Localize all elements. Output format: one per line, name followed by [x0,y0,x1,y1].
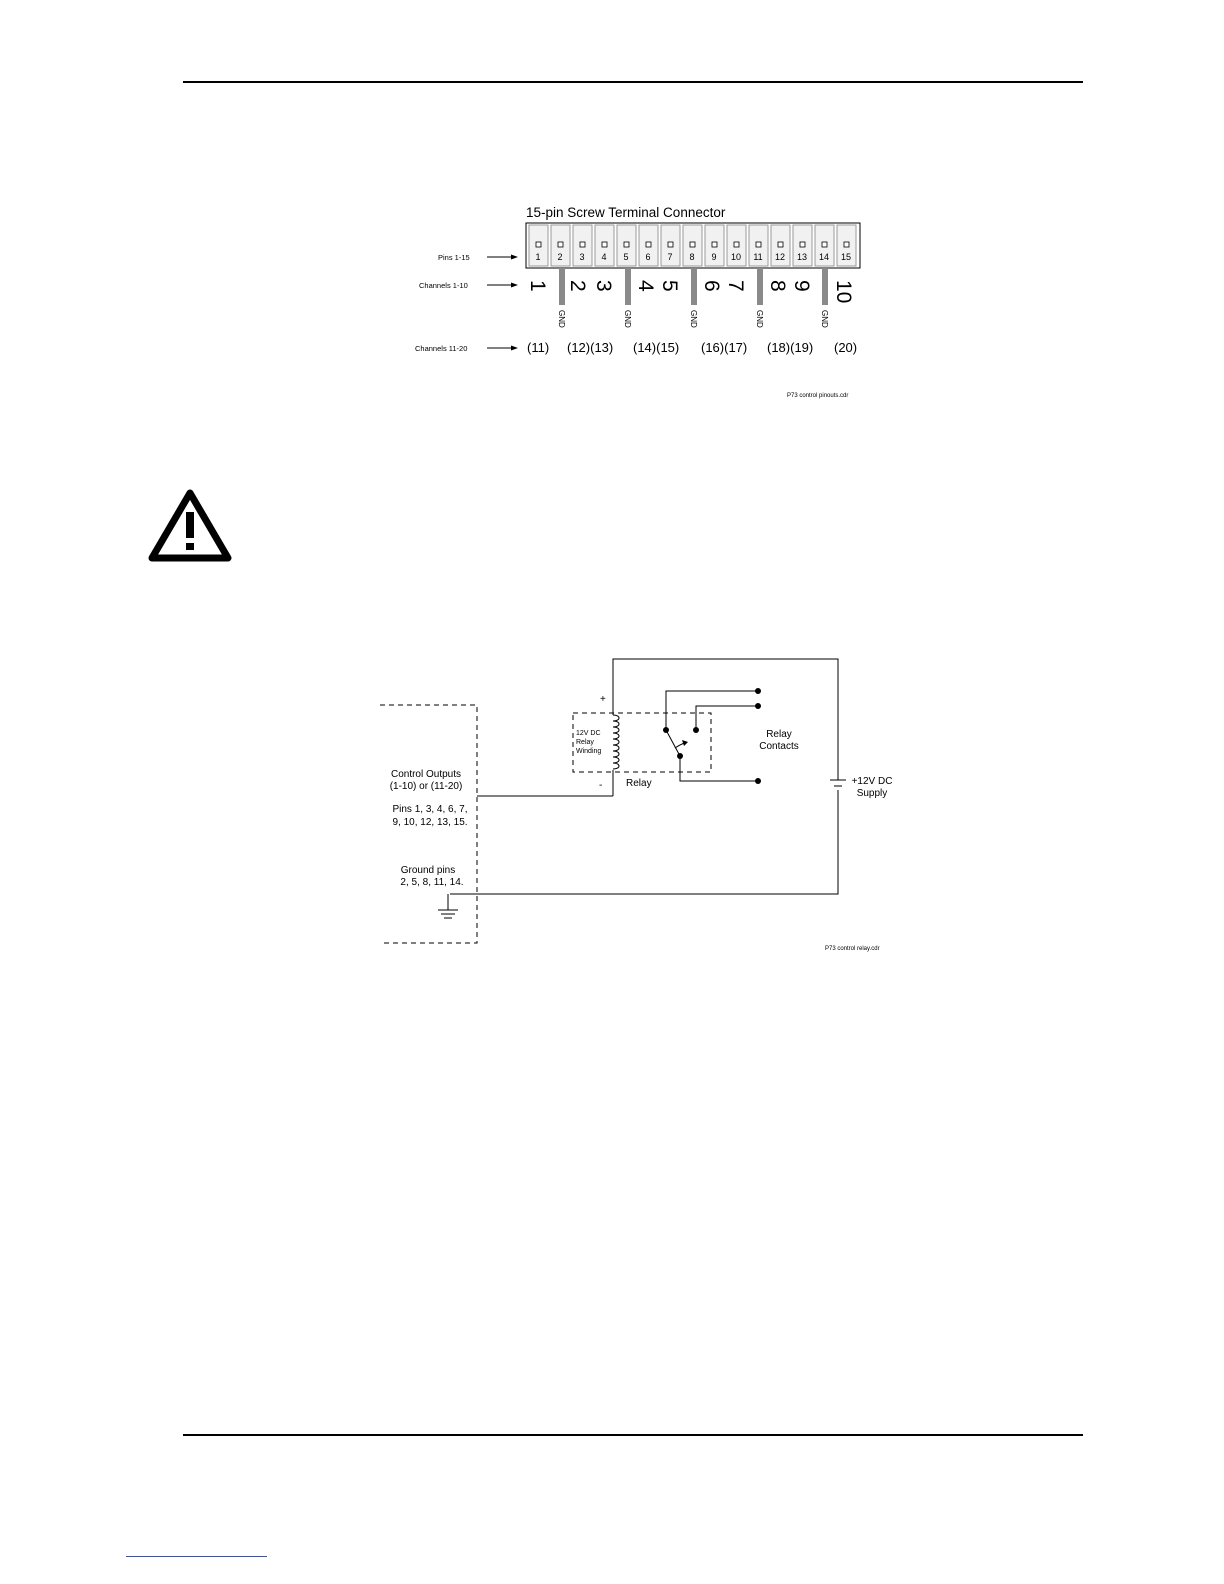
channel-number: 8 [766,280,789,292]
pin-number: 8 [689,252,695,262]
row-arrows [487,255,518,351]
pin-number: 14 [818,252,830,262]
gnd-label: GND [623,310,632,328]
pins-list: Pins 1, 3, 4, 6, 7, [392,804,468,815]
channel-number: 7 [724,280,747,292]
channel-pair: (16)(17) [701,340,748,355]
pin-number: 9 [711,252,717,262]
channel-number: 10 [832,280,855,304]
screw-hole [536,242,541,247]
control-outputs-label: Control Outputs [390,769,462,780]
screw-hole [602,242,607,247]
relay-label: Relay [626,778,652,789]
gnd-label: GND [689,310,698,328]
contacts-label: Relay [766,729,792,740]
screw-hole [580,242,585,247]
channel-pair: (14)(15) [633,340,680,355]
screw-hole [844,242,849,247]
gnd-label: GND [755,310,764,328]
channel-number: 3 [592,280,615,292]
pin-number: 3 [579,252,585,262]
screw-hole [646,242,651,247]
screw-hole [778,242,783,247]
pin-number: 13 [796,252,808,262]
pin-number: 15 [840,252,852,262]
row-label-channels-11-20: Channels 11-20 [415,344,468,353]
supply-label: Supply [856,788,888,799]
ground-pins-label: 2, 5, 8, 11, 14. [400,877,464,888]
minus-sign: - [599,780,603,791]
screw-hole [624,242,629,247]
screw-hole [734,242,739,247]
pin-number: 2 [557,252,563,262]
channel-pair: (18)(19) [767,340,814,355]
relay-filename: P73 control relay.cdr [825,946,880,952]
row-label-channels-1-10: Channels 1-10 [419,281,468,290]
gnd-label: GND [820,310,829,328]
channel-number: 9 [790,280,813,292]
screw-hole [668,242,673,247]
pinout-title: 15-pin Screw Terminal Connector [526,205,726,220]
footer-link[interactable] [126,1556,267,1557]
control-outputs-label: (1-10) or (11-20) [389,781,463,792]
channel-number: 4 [634,280,657,292]
winding-label: Relay [576,739,594,746]
gnd-label: GND [557,310,566,328]
pin-number: 10 [730,252,742,262]
screw-hole [712,242,717,247]
screw-hole [690,242,695,247]
channel-number: 6 [700,280,723,292]
contacts-label: Contacts [759,741,799,752]
pin-number: 12 [774,252,786,262]
row-label-pins: Pins 1-15 [438,253,470,262]
channel-number: 1 [526,280,549,292]
supply-label: +12V DC [851,776,893,787]
channels-11-20-row [527,340,857,355]
screw-hole [558,242,563,247]
screw-hole [756,242,761,247]
pinout-filename: P73 control pinouts.cdr [787,393,849,399]
pin-number: 5 [623,252,629,262]
winding-label: Winding [576,748,602,755]
plus-sign: + [600,694,606,705]
winding-label: 12V DC [576,730,601,737]
pin-number: 4 [601,252,607,262]
channel-number: 2 [566,280,589,292]
ground-pins-label: Ground pins [400,865,456,876]
footer-rule [183,1434,1083,1436]
screw-hole [800,242,805,247]
channel-pair: (20) [834,340,858,355]
channel-number: 5 [658,280,681,292]
channel-pair: (11) [527,340,550,355]
pins-list: 9, 10, 12, 13, 15. [392,817,468,828]
pin-number: 11 [753,252,763,262]
channel-pair: (12)(13) [567,340,614,355]
pin-number: 1 [535,252,541,262]
pin-number: 6 [645,252,651,262]
screw-hole [822,242,827,247]
pin-number: 7 [667,252,673,262]
